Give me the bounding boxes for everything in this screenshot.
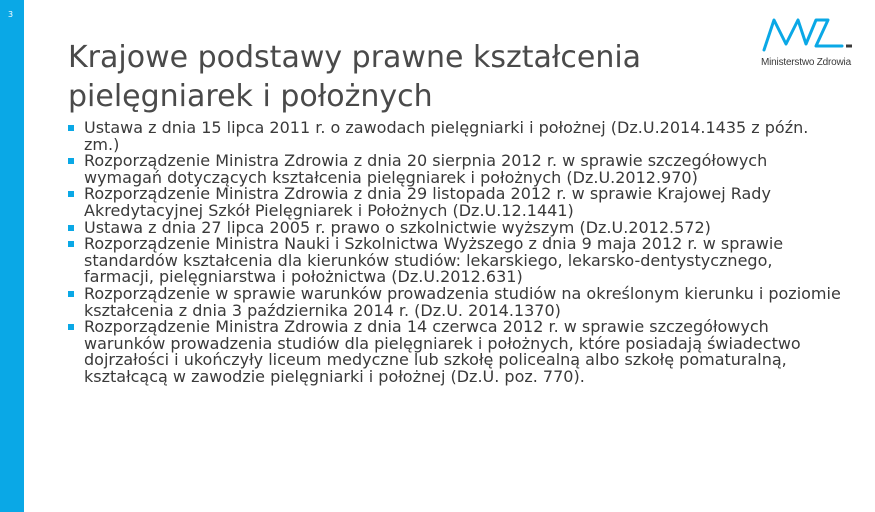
bullet-square-icon [68, 225, 74, 231]
list-item-text: Rozporządzenie Ministra Zdrowia z dnia 29 listopada 2012 r. w sprawie Krajowej Rady Akredytacyjnej Szkół Pielęgniarek i Położnych (Dz.U.12.1441) [84, 184, 771, 220]
list-item-text: Rozporządzenie Ministra Zdrowia z dnia 20 sierpnia 2012 r. w sprawie szczegółowych wymagań dotyczących kształcenia pielęgniarek i położnych (Dz.U.2012.970) [84, 151, 768, 187]
side-accent-bar [0, 0, 24, 512]
list-item [68, 153, 843, 186]
slide-title-line-2: pielęgniarek i położnych [68, 79, 433, 114]
slide-title-line-1: Krajowe podstawy prawne kształcenia [68, 40, 642, 75]
bullet-square-icon [68, 158, 74, 164]
logo-text: Ministerstwo Zdrowia [761, 57, 851, 68]
list-item [68, 236, 843, 286]
bullet-square-icon [68, 191, 74, 197]
list-item [68, 186, 843, 219]
list-item-text: Rozporządzenie w sprawie warunków prowadzenia studiów na określonym kierunku i poziomie kształcenia z dnia 3 października 2014 r. (Dz.U. 2014.1370) [84, 283, 841, 320]
bullet-square-icon [68, 324, 74, 330]
list-item [68, 319, 843, 385]
list-item-text: Ustawa z dnia 15 lipca 2011 r. o zawodach pielęgniarki i położnej (Dz.U.2014.1435 z późn. zm.) [84, 118, 809, 154]
bullet-square-icon [68, 241, 74, 247]
slide-number: 3 [8, 10, 14, 19]
bullet-square-icon [68, 125, 74, 131]
bullet-square-icon [68, 291, 74, 297]
mz-logo-mark-icon [756, 14, 856, 56]
legal-basis-list [68, 120, 843, 386]
list-item [68, 120, 843, 153]
list-item-text: Rozporządzenie Ministra Zdrowia z dnia 14 czerwca 2012 r. w sprawie szczegółowych warunków prowadzenia studiów dla pielęgniarek i położnych, które posiadają świadectwo dojrzałości i ukończyły liceum medyczne lub szkołę policealną albo szkołę pomaturalną, kształcącą w zawodzie pielęgniarki i położnej (Dz.U. poz. 770). [84, 317, 801, 386]
slide-title [68, 38, 728, 116]
list-item-text: Rozporządzenie Ministra Nauki i Szkolnictwa Wyższego z dnia 9 maja 2012 r. w sprawie standardów kształcenia dla kierunków studiów: lekarskiego, lekarsko-dentystycznego, farmacji, pielęgniarstwa i położnictwa (Dz.U.2012.631) [84, 234, 784, 287]
ministry-logo [756, 14, 860, 70]
list-item-text: Ustawa z dnia 27 lipca 2005 r. prawo o szkolnictwie wyższym (Dz.U.2012.572) [84, 217, 711, 237]
list-item [68, 283, 843, 320]
